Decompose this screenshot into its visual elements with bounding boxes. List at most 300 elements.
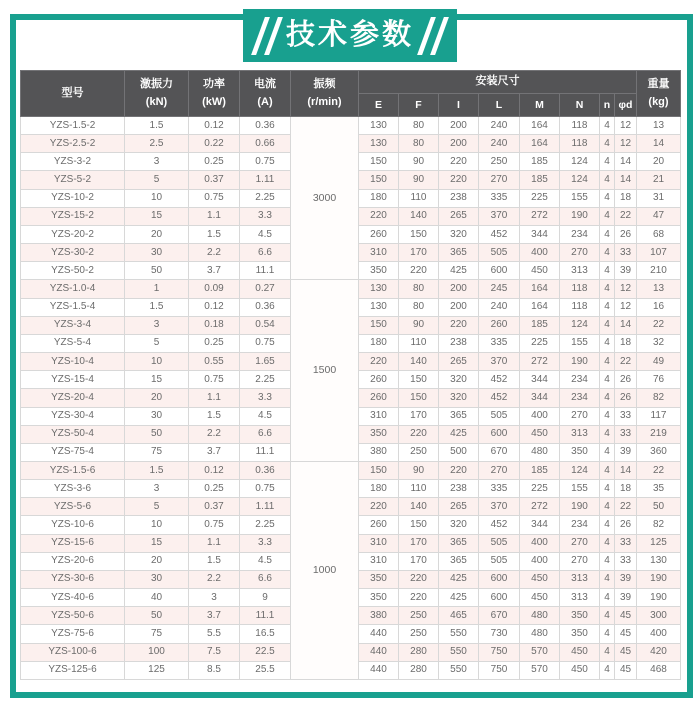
- cell-force: 3: [125, 480, 189, 498]
- cell-model: YZS-1.5-6: [21, 461, 125, 479]
- cell-power: 0.75: [189, 371, 240, 389]
- cell-model: YZS-1.5-2: [21, 117, 125, 135]
- cell-dim-M: 344: [520, 389, 560, 407]
- cell-dim-I: 200: [439, 280, 479, 298]
- cell-weight: 130: [637, 552, 681, 570]
- cell-dim-I: 550: [439, 661, 479, 679]
- cell-dim-n: 4: [600, 552, 615, 570]
- cell-dim-n: 4: [600, 117, 615, 135]
- cell-weight: 300: [637, 607, 681, 625]
- cell-power: 0.25: [189, 334, 240, 352]
- cell-dim-n: 4: [600, 480, 615, 498]
- cell-weight: 420: [637, 643, 681, 661]
- cell-dim-L: 240: [479, 298, 520, 316]
- cell-dim-N: 155: [560, 334, 600, 352]
- cell-dim-N: 118: [560, 280, 600, 298]
- cell-dim-φd: 33: [615, 244, 637, 262]
- cell-dim-I: 425: [439, 589, 479, 607]
- cell-dim-L: 240: [479, 117, 520, 135]
- cell-model: YZS-50-4: [21, 425, 125, 443]
- cell-dim-N: 234: [560, 389, 600, 407]
- cell-weight: 190: [637, 589, 681, 607]
- cell-dim-M: 344: [520, 225, 560, 243]
- cell-dim-E: 260: [359, 516, 399, 534]
- cell-dim-I: 550: [439, 625, 479, 643]
- cell-weight: 107: [637, 244, 681, 262]
- cell-weight: 210: [637, 262, 681, 280]
- cell-dim-L: 370: [479, 353, 520, 371]
- cell-dim-F: 220: [399, 570, 439, 588]
- cell-dim-F: 140: [399, 207, 439, 225]
- cell-dim-F: 90: [399, 461, 439, 479]
- cell-dim-M: 450: [520, 262, 560, 280]
- cell-dim-E: 440: [359, 661, 399, 679]
- cell-current: 2.25: [240, 189, 291, 207]
- cell-power: 0.12: [189, 461, 240, 479]
- cell-power: 0.22: [189, 135, 240, 153]
- cell-power: 0.37: [189, 498, 240, 516]
- cell-dim-N: 234: [560, 225, 600, 243]
- cell-current: 2.25: [240, 516, 291, 534]
- cell-current: 0.36: [240, 461, 291, 479]
- cell-dim-n: 4: [600, 298, 615, 316]
- cell-dim-φd: 33: [615, 407, 637, 425]
- cell-dim-F: 250: [399, 443, 439, 461]
- cell-dim-n: 4: [600, 353, 615, 371]
- cell-dim-φd: 33: [615, 552, 637, 570]
- cell-dim-N: 234: [560, 371, 600, 389]
- cell-weight: 32: [637, 334, 681, 352]
- cell-dim-E: 220: [359, 207, 399, 225]
- cell-dim-φd: 12: [615, 280, 637, 298]
- cell-dim-E: 380: [359, 607, 399, 625]
- cell-weight: 468: [637, 661, 681, 679]
- cell-dim-N: 155: [560, 480, 600, 498]
- cell-dim-E: 440: [359, 625, 399, 643]
- cell-model: YZS-50-2: [21, 262, 125, 280]
- cell-weight: 49: [637, 353, 681, 371]
- header-weight: 重量 (kg): [637, 71, 681, 117]
- cell-dim-M: 450: [520, 570, 560, 588]
- cell-dim-L: 370: [479, 498, 520, 516]
- cell-current: 6.6: [240, 570, 291, 588]
- cell-power: 0.25: [189, 480, 240, 498]
- cell-weight: 21: [637, 171, 681, 189]
- cell-weight: 13: [637, 117, 681, 135]
- cell-dim-M: 225: [520, 189, 560, 207]
- cell-power: 8.5: [189, 661, 240, 679]
- cell-dim-F: 250: [399, 625, 439, 643]
- cell-force: 50: [125, 425, 189, 443]
- cell-current: 11.1: [240, 443, 291, 461]
- cell-dim-I: 238: [439, 189, 479, 207]
- cell-dim-φd: 26: [615, 371, 637, 389]
- cell-dim-φd: 12: [615, 135, 637, 153]
- title-banner: [243, 9, 457, 62]
- cell-weight: 68: [637, 225, 681, 243]
- cell-dim-L: 600: [479, 262, 520, 280]
- cell-dim-E: 130: [359, 298, 399, 316]
- cell-force: 125: [125, 661, 189, 679]
- cell-force: 3: [125, 316, 189, 334]
- cell-dim-N: 350: [560, 607, 600, 625]
- cell-power: 0.25: [189, 153, 240, 171]
- cell-dim-F: 170: [399, 534, 439, 552]
- cell-weight: 14: [637, 135, 681, 153]
- cell-dim-E: 310: [359, 407, 399, 425]
- cell-dim-L: 505: [479, 407, 520, 425]
- cell-force: 20: [125, 389, 189, 407]
- cell-weight: 47: [637, 207, 681, 225]
- cell-dim-n: 4: [600, 207, 615, 225]
- cell-dim-φd: 33: [615, 534, 637, 552]
- cell-dim-I: 320: [439, 389, 479, 407]
- cell-dim-n: 4: [600, 425, 615, 443]
- header-dim-L: L: [479, 94, 520, 117]
- header-dim-I: I: [439, 94, 479, 117]
- header-dim-n: n: [600, 94, 615, 117]
- cell-power: 1.1: [189, 534, 240, 552]
- cell-force: 50: [125, 262, 189, 280]
- cell-power: 0.09: [189, 280, 240, 298]
- cell-dim-L: 600: [479, 425, 520, 443]
- cell-dim-I: 320: [439, 371, 479, 389]
- left-slashes-icon: [258, 17, 276, 55]
- cell-dim-I: 220: [439, 316, 479, 334]
- cell-current: 1.11: [240, 498, 291, 516]
- cell-dim-F: 220: [399, 589, 439, 607]
- cell-dim-N: 124: [560, 171, 600, 189]
- right-slashes-icon: [424, 17, 442, 55]
- cell-weight: 16: [637, 298, 681, 316]
- cell-dim-φd: 26: [615, 516, 637, 534]
- cell-force: 75: [125, 625, 189, 643]
- cell-model: YZS-20-4: [21, 389, 125, 407]
- cell-dim-L: 750: [479, 643, 520, 661]
- cell-current: 9: [240, 589, 291, 607]
- cell-dim-φd: 39: [615, 570, 637, 588]
- header-dim-E: E: [359, 94, 399, 117]
- cell-dim-N: 118: [560, 117, 600, 135]
- cell-dim-I: 265: [439, 353, 479, 371]
- cell-dim-N: 270: [560, 244, 600, 262]
- cell-current: 0.54: [240, 316, 291, 334]
- cell-dim-I: 200: [439, 298, 479, 316]
- cell-dim-φd: 22: [615, 353, 637, 371]
- cell-dim-φd: 39: [615, 262, 637, 280]
- cell-dim-n: 4: [600, 607, 615, 625]
- cell-weight: 22: [637, 461, 681, 479]
- cell-power: 0.75: [189, 516, 240, 534]
- cell-power: 1.1: [189, 389, 240, 407]
- cell-dim-n: 4: [600, 262, 615, 280]
- cell-force: 20: [125, 225, 189, 243]
- cell-dim-N: 124: [560, 316, 600, 334]
- cell-dim-L: 750: [479, 661, 520, 679]
- cell-dim-φd: 22: [615, 498, 637, 516]
- cell-dim-φd: 14: [615, 316, 637, 334]
- table-row: [21, 280, 681, 298]
- cell-model: YZS-75-4: [21, 443, 125, 461]
- cell-force: 1.5: [125, 461, 189, 479]
- cell-dim-E: 130: [359, 280, 399, 298]
- cell-dim-M: 225: [520, 480, 560, 498]
- cell-dim-E: 220: [359, 498, 399, 516]
- cell-power: 0.75: [189, 189, 240, 207]
- cell-dim-L: 452: [479, 371, 520, 389]
- cell-dim-M: 272: [520, 498, 560, 516]
- cell-model: YZS-5-2: [21, 171, 125, 189]
- cell-dim-F: 90: [399, 316, 439, 334]
- cell-dim-I: 265: [439, 207, 479, 225]
- cell-dim-N: 270: [560, 534, 600, 552]
- cell-dim-E: 440: [359, 643, 399, 661]
- cell-dim-n: 4: [600, 461, 615, 479]
- cell-dim-L: 670: [479, 443, 520, 461]
- cell-dim-I: 365: [439, 407, 479, 425]
- cell-model: YZS-30-4: [21, 407, 125, 425]
- cell-dim-φd: 18: [615, 334, 637, 352]
- cell-model: YZS-5-4: [21, 334, 125, 352]
- cell-current: 16.5: [240, 625, 291, 643]
- cell-dim-n: 4: [600, 244, 615, 262]
- cell-dim-I: 238: [439, 334, 479, 352]
- cell-dim-M: 400: [520, 244, 560, 262]
- cell-dim-L: 240: [479, 135, 520, 153]
- cell-current: 22.5: [240, 643, 291, 661]
- cell-frequency: 1500: [291, 280, 359, 462]
- spec-table: [20, 70, 681, 680]
- cell-dim-I: 220: [439, 153, 479, 171]
- cell-dim-F: 280: [399, 661, 439, 679]
- cell-weight: 219: [637, 425, 681, 443]
- cell-dim-I: 365: [439, 244, 479, 262]
- cell-dim-L: 730: [479, 625, 520, 643]
- cell-power: 0.55: [189, 353, 240, 371]
- cell-current: 3.3: [240, 207, 291, 225]
- cell-power: 0.12: [189, 298, 240, 316]
- cell-dim-n: 4: [600, 570, 615, 588]
- cell-dim-M: 480: [520, 625, 560, 643]
- cell-dim-L: 452: [479, 516, 520, 534]
- cell-dim-L: 452: [479, 225, 520, 243]
- cell-dim-n: 4: [600, 280, 615, 298]
- cell-dim-N: 313: [560, 570, 600, 588]
- cell-dim-M: 344: [520, 371, 560, 389]
- cell-dim-F: 140: [399, 353, 439, 371]
- cell-dim-N: 124: [560, 461, 600, 479]
- table-header: [21, 71, 681, 117]
- cell-model: YZS-15-2: [21, 207, 125, 225]
- cell-dim-M: 450: [520, 425, 560, 443]
- cell-current: 0.75: [240, 153, 291, 171]
- header-force: 激振力 (kN): [125, 71, 189, 117]
- cell-dim-n: 4: [600, 661, 615, 679]
- cell-dim-F: 280: [399, 643, 439, 661]
- cell-dim-M: 185: [520, 153, 560, 171]
- cell-power: 2.2: [189, 425, 240, 443]
- cell-dim-φd: 18: [615, 480, 637, 498]
- cell-dim-N: 450: [560, 643, 600, 661]
- cell-dim-F: 220: [399, 262, 439, 280]
- cell-dim-L: 245: [479, 280, 520, 298]
- cell-dim-φd: 22: [615, 207, 637, 225]
- cell-dim-N: 313: [560, 262, 600, 280]
- cell-force: 100: [125, 643, 189, 661]
- cell-dim-F: 220: [399, 425, 439, 443]
- cell-dim-E: 310: [359, 552, 399, 570]
- cell-dim-n: 4: [600, 516, 615, 534]
- cell-power: 3.7: [189, 607, 240, 625]
- cell-model: YZS-100-6: [21, 643, 125, 661]
- cell-dim-L: 335: [479, 189, 520, 207]
- header-dim-phid: φd: [615, 94, 637, 117]
- cell-model: YZS-10-4: [21, 353, 125, 371]
- cell-dim-E: 180: [359, 189, 399, 207]
- cell-force: 10: [125, 189, 189, 207]
- cell-dim-E: 260: [359, 225, 399, 243]
- cell-dim-E: 350: [359, 425, 399, 443]
- cell-dim-L: 335: [479, 334, 520, 352]
- cell-weight: 13: [637, 280, 681, 298]
- cell-dim-N: 313: [560, 589, 600, 607]
- cell-power: 1.5: [189, 552, 240, 570]
- cell-dim-M: 185: [520, 316, 560, 334]
- cell-weight: 50: [637, 498, 681, 516]
- cell-dim-L: 370: [479, 207, 520, 225]
- cell-model: YZS-125-6: [21, 661, 125, 679]
- cell-force: 30: [125, 244, 189, 262]
- cell-dim-N: 350: [560, 443, 600, 461]
- cell-model: YZS-40-6: [21, 589, 125, 607]
- cell-current: 0.36: [240, 117, 291, 135]
- cell-dim-M: 185: [520, 461, 560, 479]
- cell-model: YZS-10-6: [21, 516, 125, 534]
- cell-model: YZS-3-4: [21, 316, 125, 334]
- cell-power: 3.7: [189, 262, 240, 280]
- cell-dim-I: 425: [439, 570, 479, 588]
- cell-weight: 82: [637, 389, 681, 407]
- cell-force: 2.5: [125, 135, 189, 153]
- cell-power: 2.2: [189, 244, 240, 262]
- cell-power: 1.1: [189, 207, 240, 225]
- cell-dim-F: 90: [399, 153, 439, 171]
- cell-model: YZS-10-2: [21, 189, 125, 207]
- cell-power: 1.5: [189, 225, 240, 243]
- cell-dim-n: 4: [600, 189, 615, 207]
- cell-dim-M: 272: [520, 353, 560, 371]
- cell-dim-M: 272: [520, 207, 560, 225]
- cell-dim-φd: 26: [615, 225, 637, 243]
- cell-current: 0.27: [240, 280, 291, 298]
- cell-current: 4.5: [240, 407, 291, 425]
- cell-dim-φd: 18: [615, 189, 637, 207]
- cell-dim-φd: 14: [615, 153, 637, 171]
- cell-dim-L: 505: [479, 552, 520, 570]
- cell-current: 6.6: [240, 425, 291, 443]
- cell-dim-I: 220: [439, 171, 479, 189]
- cell-dim-N: 350: [560, 625, 600, 643]
- cell-dim-F: 80: [399, 298, 439, 316]
- table-row: [21, 117, 681, 135]
- cell-frequency: 1000: [291, 461, 359, 679]
- cell-dim-M: 450: [520, 589, 560, 607]
- cell-dim-M: 185: [520, 171, 560, 189]
- cell-dim-N: 313: [560, 425, 600, 443]
- cell-model: YZS-50-6: [21, 607, 125, 625]
- cell-current: 2.25: [240, 371, 291, 389]
- cell-dim-n: 4: [600, 316, 615, 334]
- cell-dim-M: 225: [520, 334, 560, 352]
- cell-dim-N: 118: [560, 298, 600, 316]
- cell-dim-E: 260: [359, 389, 399, 407]
- cell-dim-M: 400: [520, 407, 560, 425]
- header-current: 电流 (A): [240, 71, 291, 117]
- cell-frequency: 3000: [291, 117, 359, 280]
- cell-weight: 125: [637, 534, 681, 552]
- cell-dim-I: 365: [439, 534, 479, 552]
- page-title: 技术参数: [285, 19, 414, 51]
- cell-dim-φd: 12: [615, 298, 637, 316]
- cell-dim-L: 270: [479, 171, 520, 189]
- cell-dim-φd: 39: [615, 589, 637, 607]
- cell-dim-L: 270: [479, 461, 520, 479]
- cell-power: 3: [189, 589, 240, 607]
- cell-power: 2.2: [189, 570, 240, 588]
- cell-weight: 400: [637, 625, 681, 643]
- cell-dim-N: 270: [560, 407, 600, 425]
- cell-current: 1.65: [240, 353, 291, 371]
- cell-force: 15: [125, 207, 189, 225]
- cell-current: 0.36: [240, 298, 291, 316]
- cell-dim-N: 124: [560, 153, 600, 171]
- cell-model: YZS-5-6: [21, 498, 125, 516]
- cell-force: 15: [125, 371, 189, 389]
- cell-dim-N: 190: [560, 353, 600, 371]
- cell-force: 5: [125, 171, 189, 189]
- header-model: 型号: [21, 71, 125, 117]
- cell-force: 3: [125, 153, 189, 171]
- cell-model: YZS-1.0-4: [21, 280, 125, 298]
- cell-dim-E: 150: [359, 171, 399, 189]
- cell-dim-I: 500: [439, 443, 479, 461]
- cell-dim-N: 190: [560, 207, 600, 225]
- cell-dim-E: 150: [359, 461, 399, 479]
- cell-weight: 20: [637, 153, 681, 171]
- cell-dim-M: 400: [520, 552, 560, 570]
- cell-current: 11.1: [240, 607, 291, 625]
- cell-force: 10: [125, 516, 189, 534]
- cell-dim-L: 600: [479, 589, 520, 607]
- cell-model: YZS-1.5-4: [21, 298, 125, 316]
- cell-force: 30: [125, 407, 189, 425]
- header-dim-F: F: [399, 94, 439, 117]
- cell-dim-N: 118: [560, 135, 600, 153]
- cell-dim-I: 220: [439, 461, 479, 479]
- cell-dim-F: 150: [399, 225, 439, 243]
- cell-force: 5: [125, 498, 189, 516]
- cell-dim-I: 425: [439, 262, 479, 280]
- cell-current: 1.11: [240, 171, 291, 189]
- cell-dim-N: 450: [560, 661, 600, 679]
- cell-dim-φd: 14: [615, 171, 637, 189]
- cell-dim-φd: 45: [615, 661, 637, 679]
- cell-dim-E: 130: [359, 135, 399, 153]
- cell-dim-I: 265: [439, 498, 479, 516]
- cell-force: 40: [125, 589, 189, 607]
- cell-dim-E: 260: [359, 371, 399, 389]
- cell-dim-n: 4: [600, 135, 615, 153]
